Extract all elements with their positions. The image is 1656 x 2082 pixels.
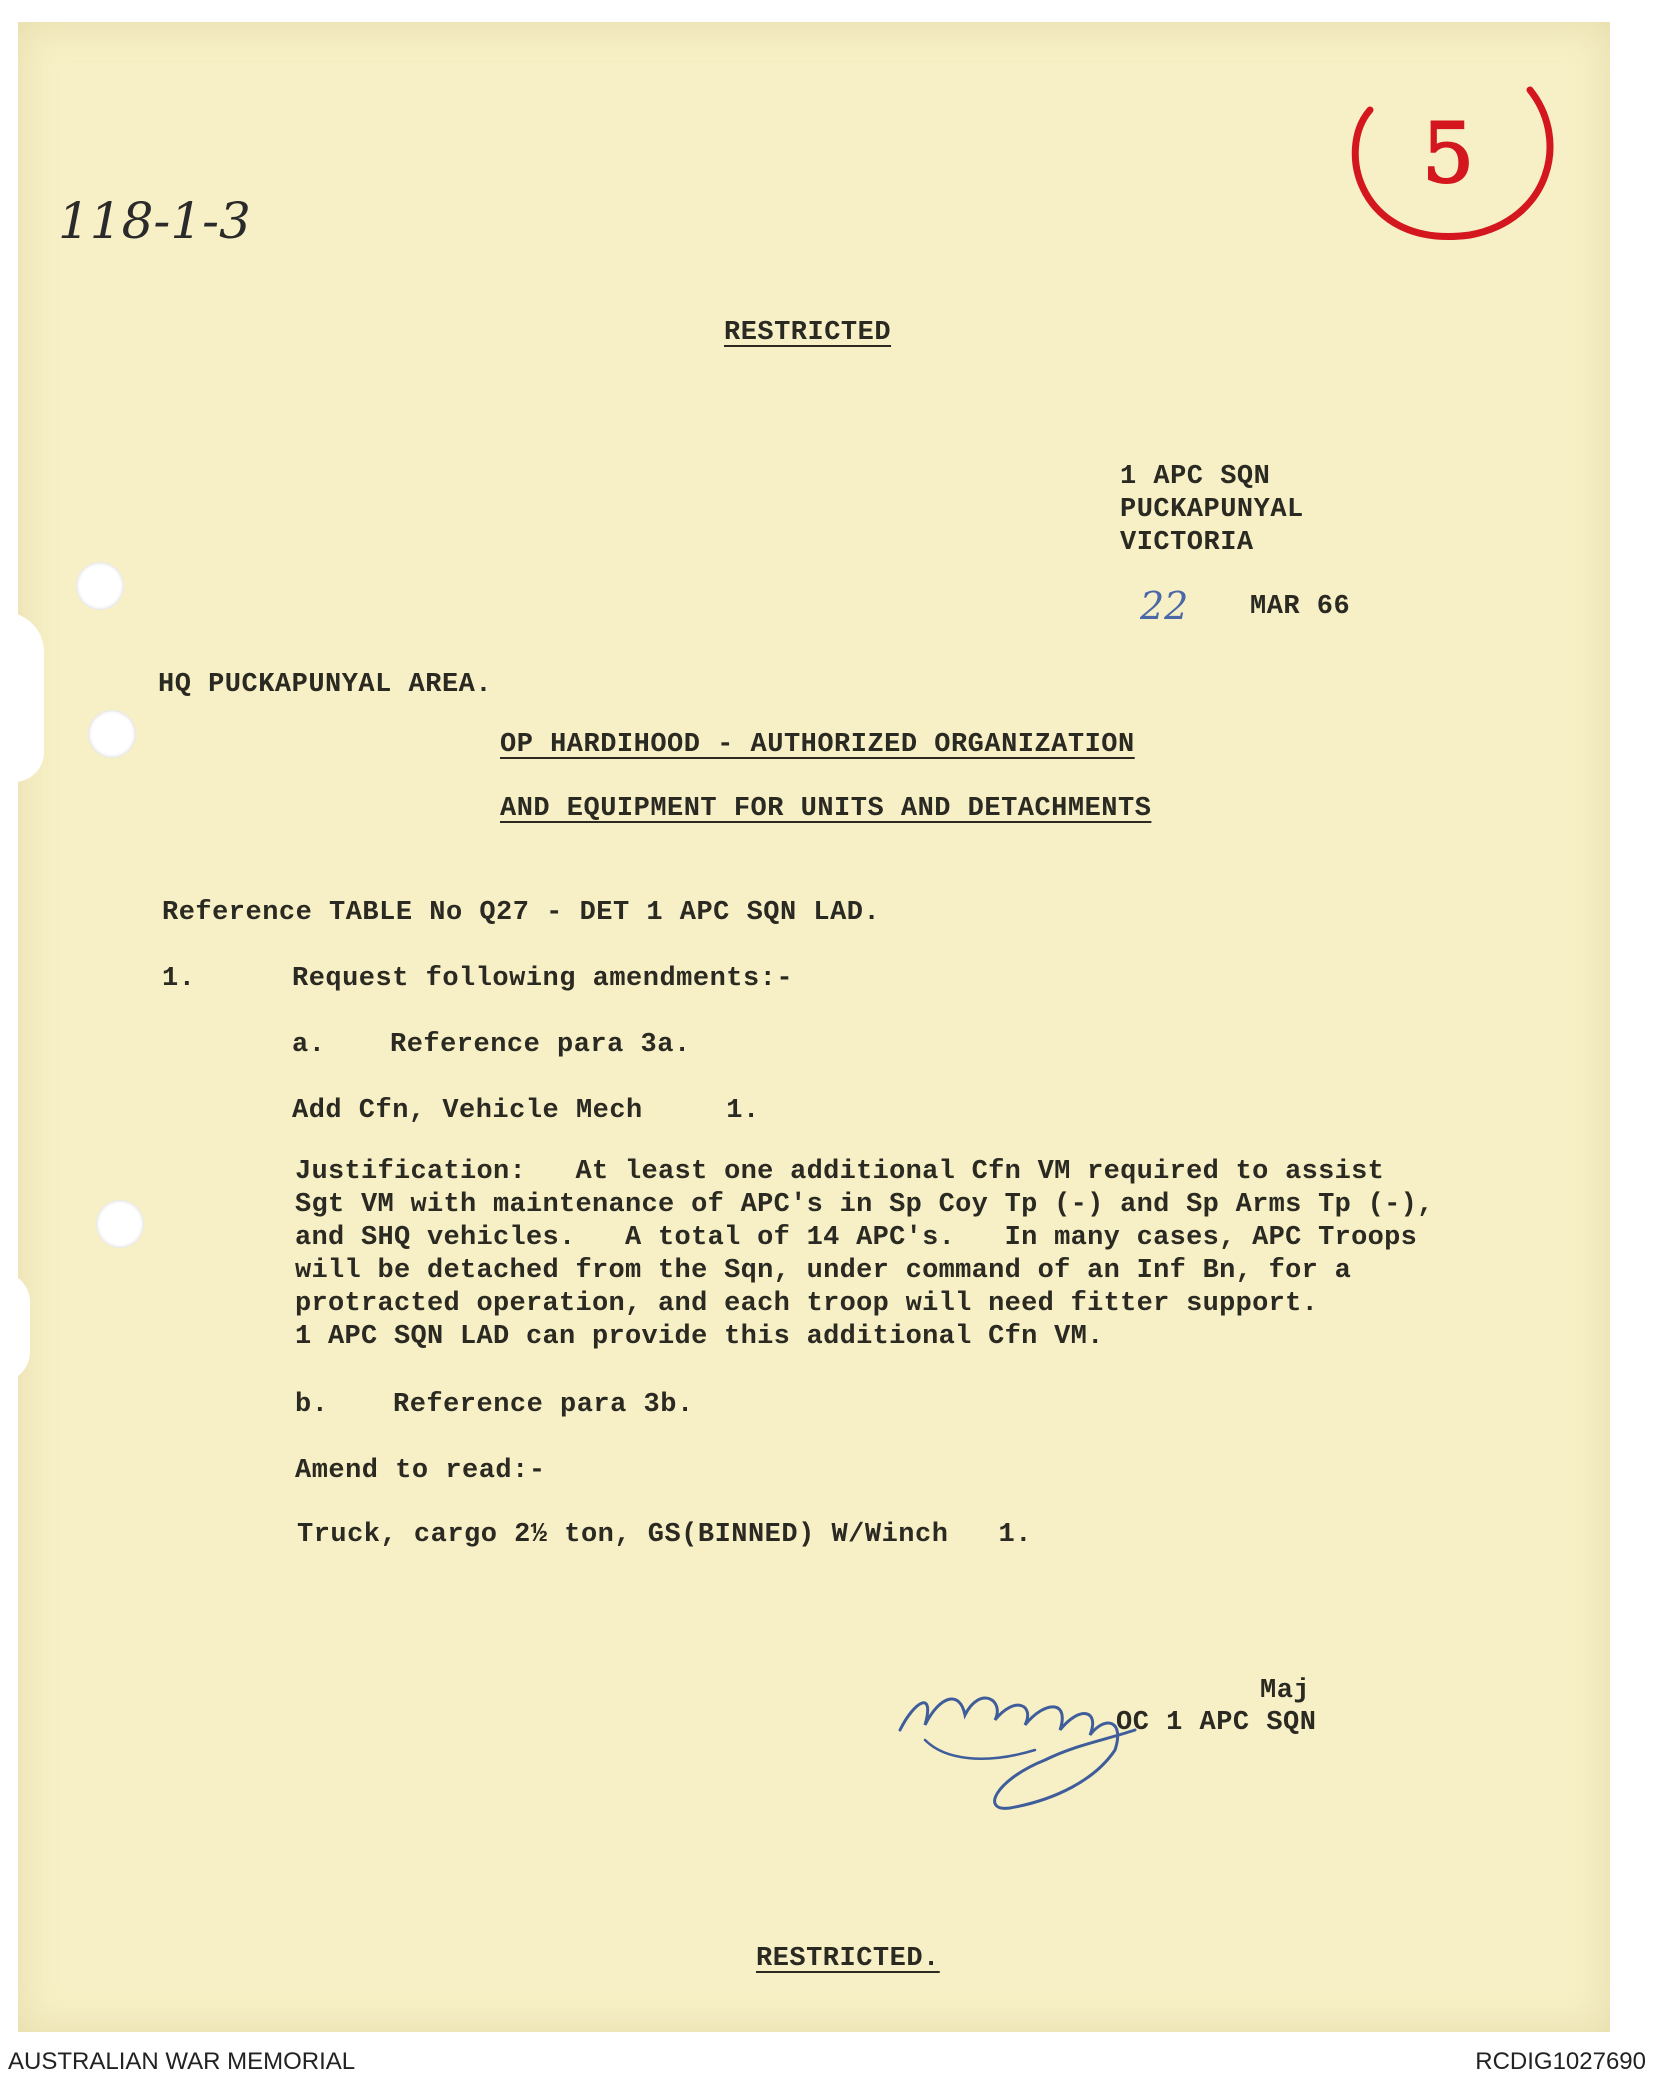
sender-state: VICTORIA [1120, 528, 1254, 558]
amend-line: Amend to read:- [295, 1456, 546, 1486]
signature-title: OC 1 APC SQN [1116, 1708, 1317, 1738]
justification-line: Sgt VM with maintenance of APC's in Sp Coy Tp (-) and Sp Arms Tp (-), [295, 1190, 1434, 1220]
torn-edge-2 [0, 1272, 30, 1382]
add-line: Add Cfn, Vehicle Mech 1. [292, 1096, 760, 1126]
justification-line: and SHQ vehicles. A total of 14 APC's. In many cases, APC Troops [295, 1223, 1418, 1253]
justification-line: Justification: At least one additional Cfn VM required to assist [295, 1157, 1385, 1187]
addressee: HQ PUCKAPUNYAL AREA. [158, 670, 493, 700]
item-b-label: b. [295, 1390, 329, 1420]
handwritten-file-number: 118-1-3 [58, 192, 251, 250]
truck-line: Truck, cargo 2½ ton, GS(BINNED) W/Winch 1. [297, 1520, 1032, 1550]
punch-hole-lower [96, 1200, 144, 1248]
subject-line-1: OP HARDIHOOD - AUTHORIZED ORGANIZATION [500, 730, 1135, 760]
torn-edge-1 [0, 612, 44, 782]
date-month-year: MAR 66 [1250, 592, 1351, 622]
date-day: 22 [1140, 584, 1189, 628]
footer-record-id: RCDIG1027690 [1475, 2048, 1646, 2075]
para-1-text: Request following amendments:- [292, 964, 794, 994]
sender-unit: 1 APC SQN [1120, 462, 1271, 492]
item-a-text: Reference para 3a. [390, 1030, 691, 1060]
punch-hole-middle [88, 710, 136, 758]
item-b-text: Reference para 3b. [393, 1390, 694, 1420]
justification-line: protracted operation, and each troop will need fitter support. [295, 1289, 1319, 1319]
reference-line: Reference TABLE No Q27 - DET 1 APC SQN LAD. [162, 898, 881, 928]
item-a-label: a. [292, 1030, 326, 1060]
signature-rank: Maj [1260, 1676, 1311, 1706]
subject-line-2: AND EQUIPMENT FOR UNITS AND DETACHMENTS [500, 794, 1152, 824]
justification-line: will be detached from the Sqn, under command of an Inf Bn, for a [295, 1256, 1352, 1286]
footer-archive-name: AUSTRALIAN WAR MEMORIAL [8, 2048, 356, 2075]
justification-line: 1 APC SQN LAD can provide this additional Cfn VM. [295, 1322, 1104, 1352]
justification-paragraph [295, 1156, 1455, 1354]
classification-bottom: RESTRICTED. [756, 1944, 940, 1974]
para-1-number: 1. [162, 964, 196, 994]
folio-circle-icon [1330, 70, 1570, 260]
sender-location: PUCKAPUNYAL [1120, 495, 1304, 525]
classification-top: RESTRICTED [724, 318, 892, 348]
folio-number: 5 [1422, 107, 1475, 202]
punch-hole-top [76, 562, 124, 610]
